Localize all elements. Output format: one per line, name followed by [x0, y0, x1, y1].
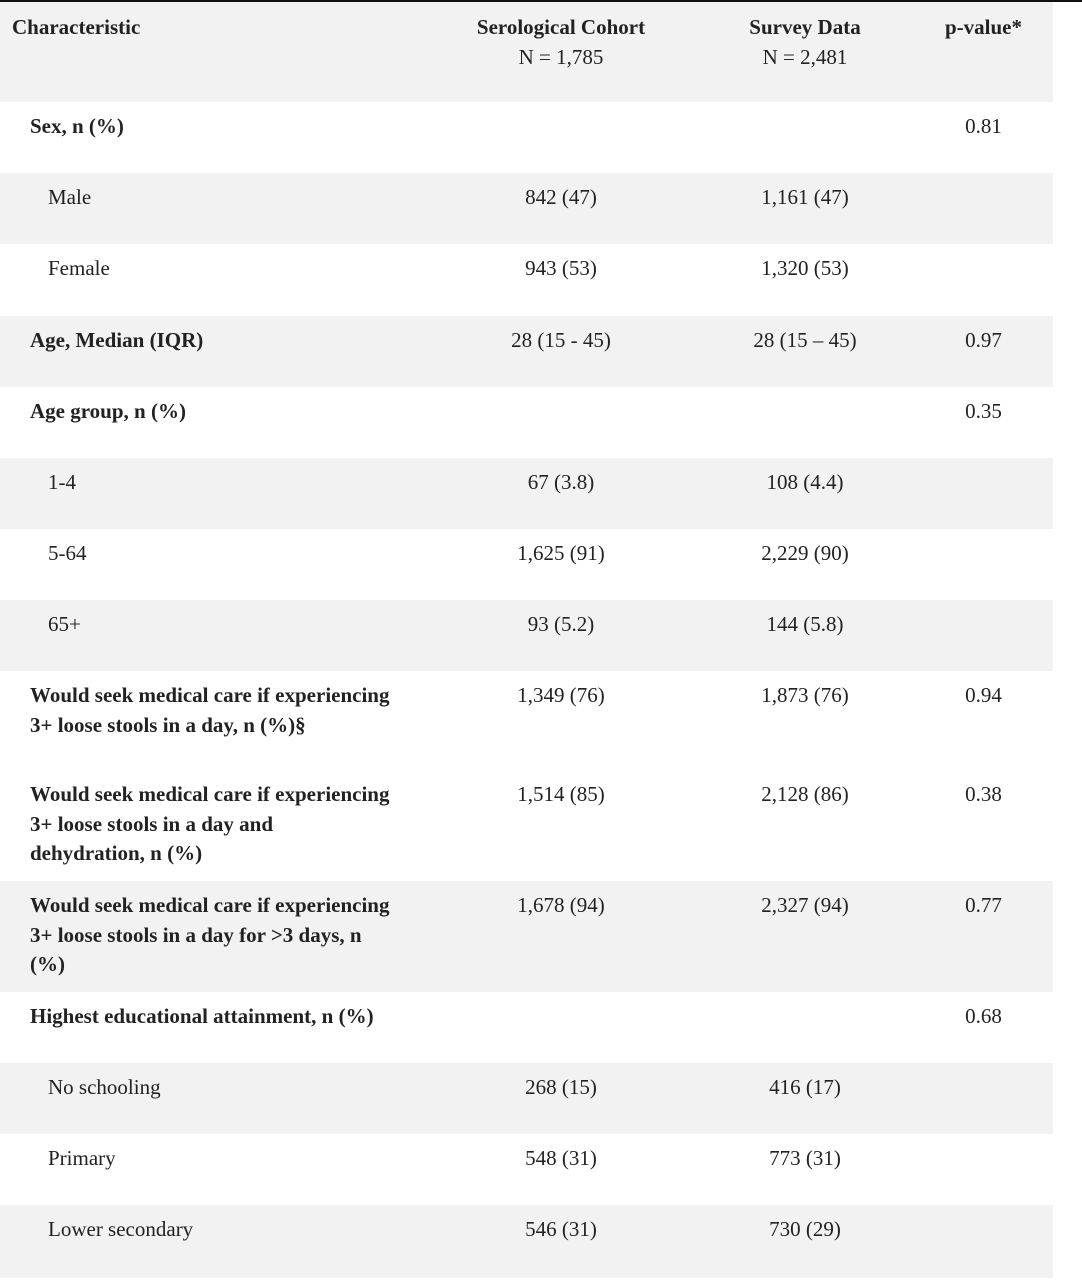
characteristics-table	[0, 2, 1053, 1278]
survey-value: 1,873 (76)	[761, 683, 849, 707]
table-row	[0, 1205, 1053, 1278]
row-label: Highest educational attainment, n (%)	[30, 1004, 374, 1028]
p-value	[914, 600, 1053, 671]
table-row	[0, 992, 1053, 1063]
table-row	[0, 458, 1053, 529]
serological-value: 548 (31)	[525, 1146, 597, 1170]
row-label	[0, 881, 426, 992]
row-label: No schooling	[0, 1063, 426, 1134]
table-row	[0, 770, 1053, 881]
table-row	[0, 316, 1053, 387]
table-row	[0, 600, 1053, 671]
p-value: 0.81	[965, 114, 1002, 138]
survey-value: 2,327 (94)	[696, 881, 914, 992]
survey-value: 1,161 (47)	[696, 173, 914, 244]
serological-value: 1,625 (91)	[517, 541, 605, 565]
label-line: Would seek medical care if experiencing	[30, 782, 390, 806]
p-value: 0.68	[965, 1004, 1002, 1028]
p-value	[914, 1063, 1053, 1134]
serological-value	[426, 387, 696, 458]
row-label: Primary	[48, 1146, 116, 1170]
label-line: 3+ loose stools in a day for >3 days, n	[30, 922, 362, 947]
serological-value: 1,349 (76)	[517, 683, 605, 707]
p-value: 0.38	[965, 782, 1002, 806]
label-line: Would seek medical care if experiencing	[30, 683, 390, 707]
label-line: 3+ loose stools in a day and	[30, 811, 274, 836]
serological-value: 93 (5.2)	[426, 600, 696, 671]
row-label	[0, 671, 426, 770]
serological-value: 546 (31)	[426, 1205, 696, 1278]
p-value	[914, 1134, 1053, 1205]
p-value: 0.97	[914, 316, 1053, 387]
row-label: Age group, n (%)	[30, 399, 186, 423]
serological-value: 67 (3.8)	[426, 458, 696, 529]
survey-value	[696, 992, 914, 1063]
row-label: 65+	[0, 600, 426, 671]
label-line: Would seek medical care if experiencing	[30, 893, 390, 917]
table-row	[0, 244, 1053, 316]
p-value	[914, 244, 1053, 316]
survey-value: 2,229 (90)	[761, 541, 849, 565]
table-row	[0, 387, 1053, 458]
header-serological-cohort	[426, 2, 696, 102]
serological-value: 1,678 (94)	[426, 881, 696, 992]
header-title: Survey Data	[749, 15, 861, 39]
header-subtitle: N = 2,481	[762, 44, 848, 69]
survey-value: 28 (15 – 45)	[696, 316, 914, 387]
label-line: dehydration, n (%)	[30, 841, 203, 865]
row-label: Female	[48, 256, 110, 280]
serological-value	[426, 992, 696, 1063]
serological-value: 943 (53)	[525, 256, 597, 280]
header-survey-data	[696, 2, 914, 102]
header-title: Characteristic	[12, 15, 141, 39]
p-value: 0.94	[965, 683, 1002, 707]
header-p-value	[914, 2, 1053, 102]
label-line: (%)	[30, 952, 65, 976]
table-row	[0, 1063, 1053, 1134]
survey-value	[696, 102, 914, 173]
serological-value: 28 (15 - 45)	[426, 316, 696, 387]
table-row	[0, 1134, 1053, 1205]
p-value: 0.35	[965, 399, 1002, 423]
survey-value: 773 (31)	[769, 1146, 841, 1170]
table-row	[0, 102, 1053, 173]
p-value	[914, 458, 1053, 529]
survey-value: 1,320 (53)	[761, 256, 849, 280]
header-subtitle: N = 1,785	[518, 44, 604, 69]
row-label: Lower secondary	[0, 1205, 426, 1278]
survey-value: 730 (29)	[696, 1205, 914, 1278]
row-label: 1-4	[0, 458, 426, 529]
survey-value	[696, 387, 914, 458]
label-line: 3+ loose stools in a day, n (%)§	[30, 712, 306, 737]
survey-value: 2,128 (86)	[761, 782, 849, 806]
survey-value: 144 (5.8)	[696, 600, 914, 671]
serological-value: 842 (47)	[426, 173, 696, 244]
header-characteristic	[0, 2, 426, 102]
p-value	[914, 1205, 1053, 1278]
row-label	[0, 770, 426, 881]
header-title: p-value*	[944, 15, 1022, 39]
survey-value: 108 (4.4)	[696, 458, 914, 529]
header-title: Serological Cohort	[476, 15, 646, 39]
table-row	[0, 671, 1053, 770]
row-label: Sex, n (%)	[30, 114, 124, 138]
serological-value	[426, 102, 696, 173]
table-row	[0, 173, 1053, 244]
row-label: Male	[0, 173, 426, 244]
table-row	[0, 529, 1053, 600]
p-value: 0.77	[914, 881, 1053, 992]
row-label: Age, Median (IQR)	[0, 316, 426, 387]
serological-value: 268 (15)	[426, 1063, 696, 1134]
p-value	[914, 529, 1053, 600]
table-row	[0, 881, 1053, 992]
serological-value: 1,514 (85)	[517, 782, 605, 806]
p-value	[914, 173, 1053, 244]
survey-value: 416 (17)	[696, 1063, 914, 1134]
row-label: 5-64	[48, 541, 87, 565]
header-row	[0, 2, 1053, 102]
